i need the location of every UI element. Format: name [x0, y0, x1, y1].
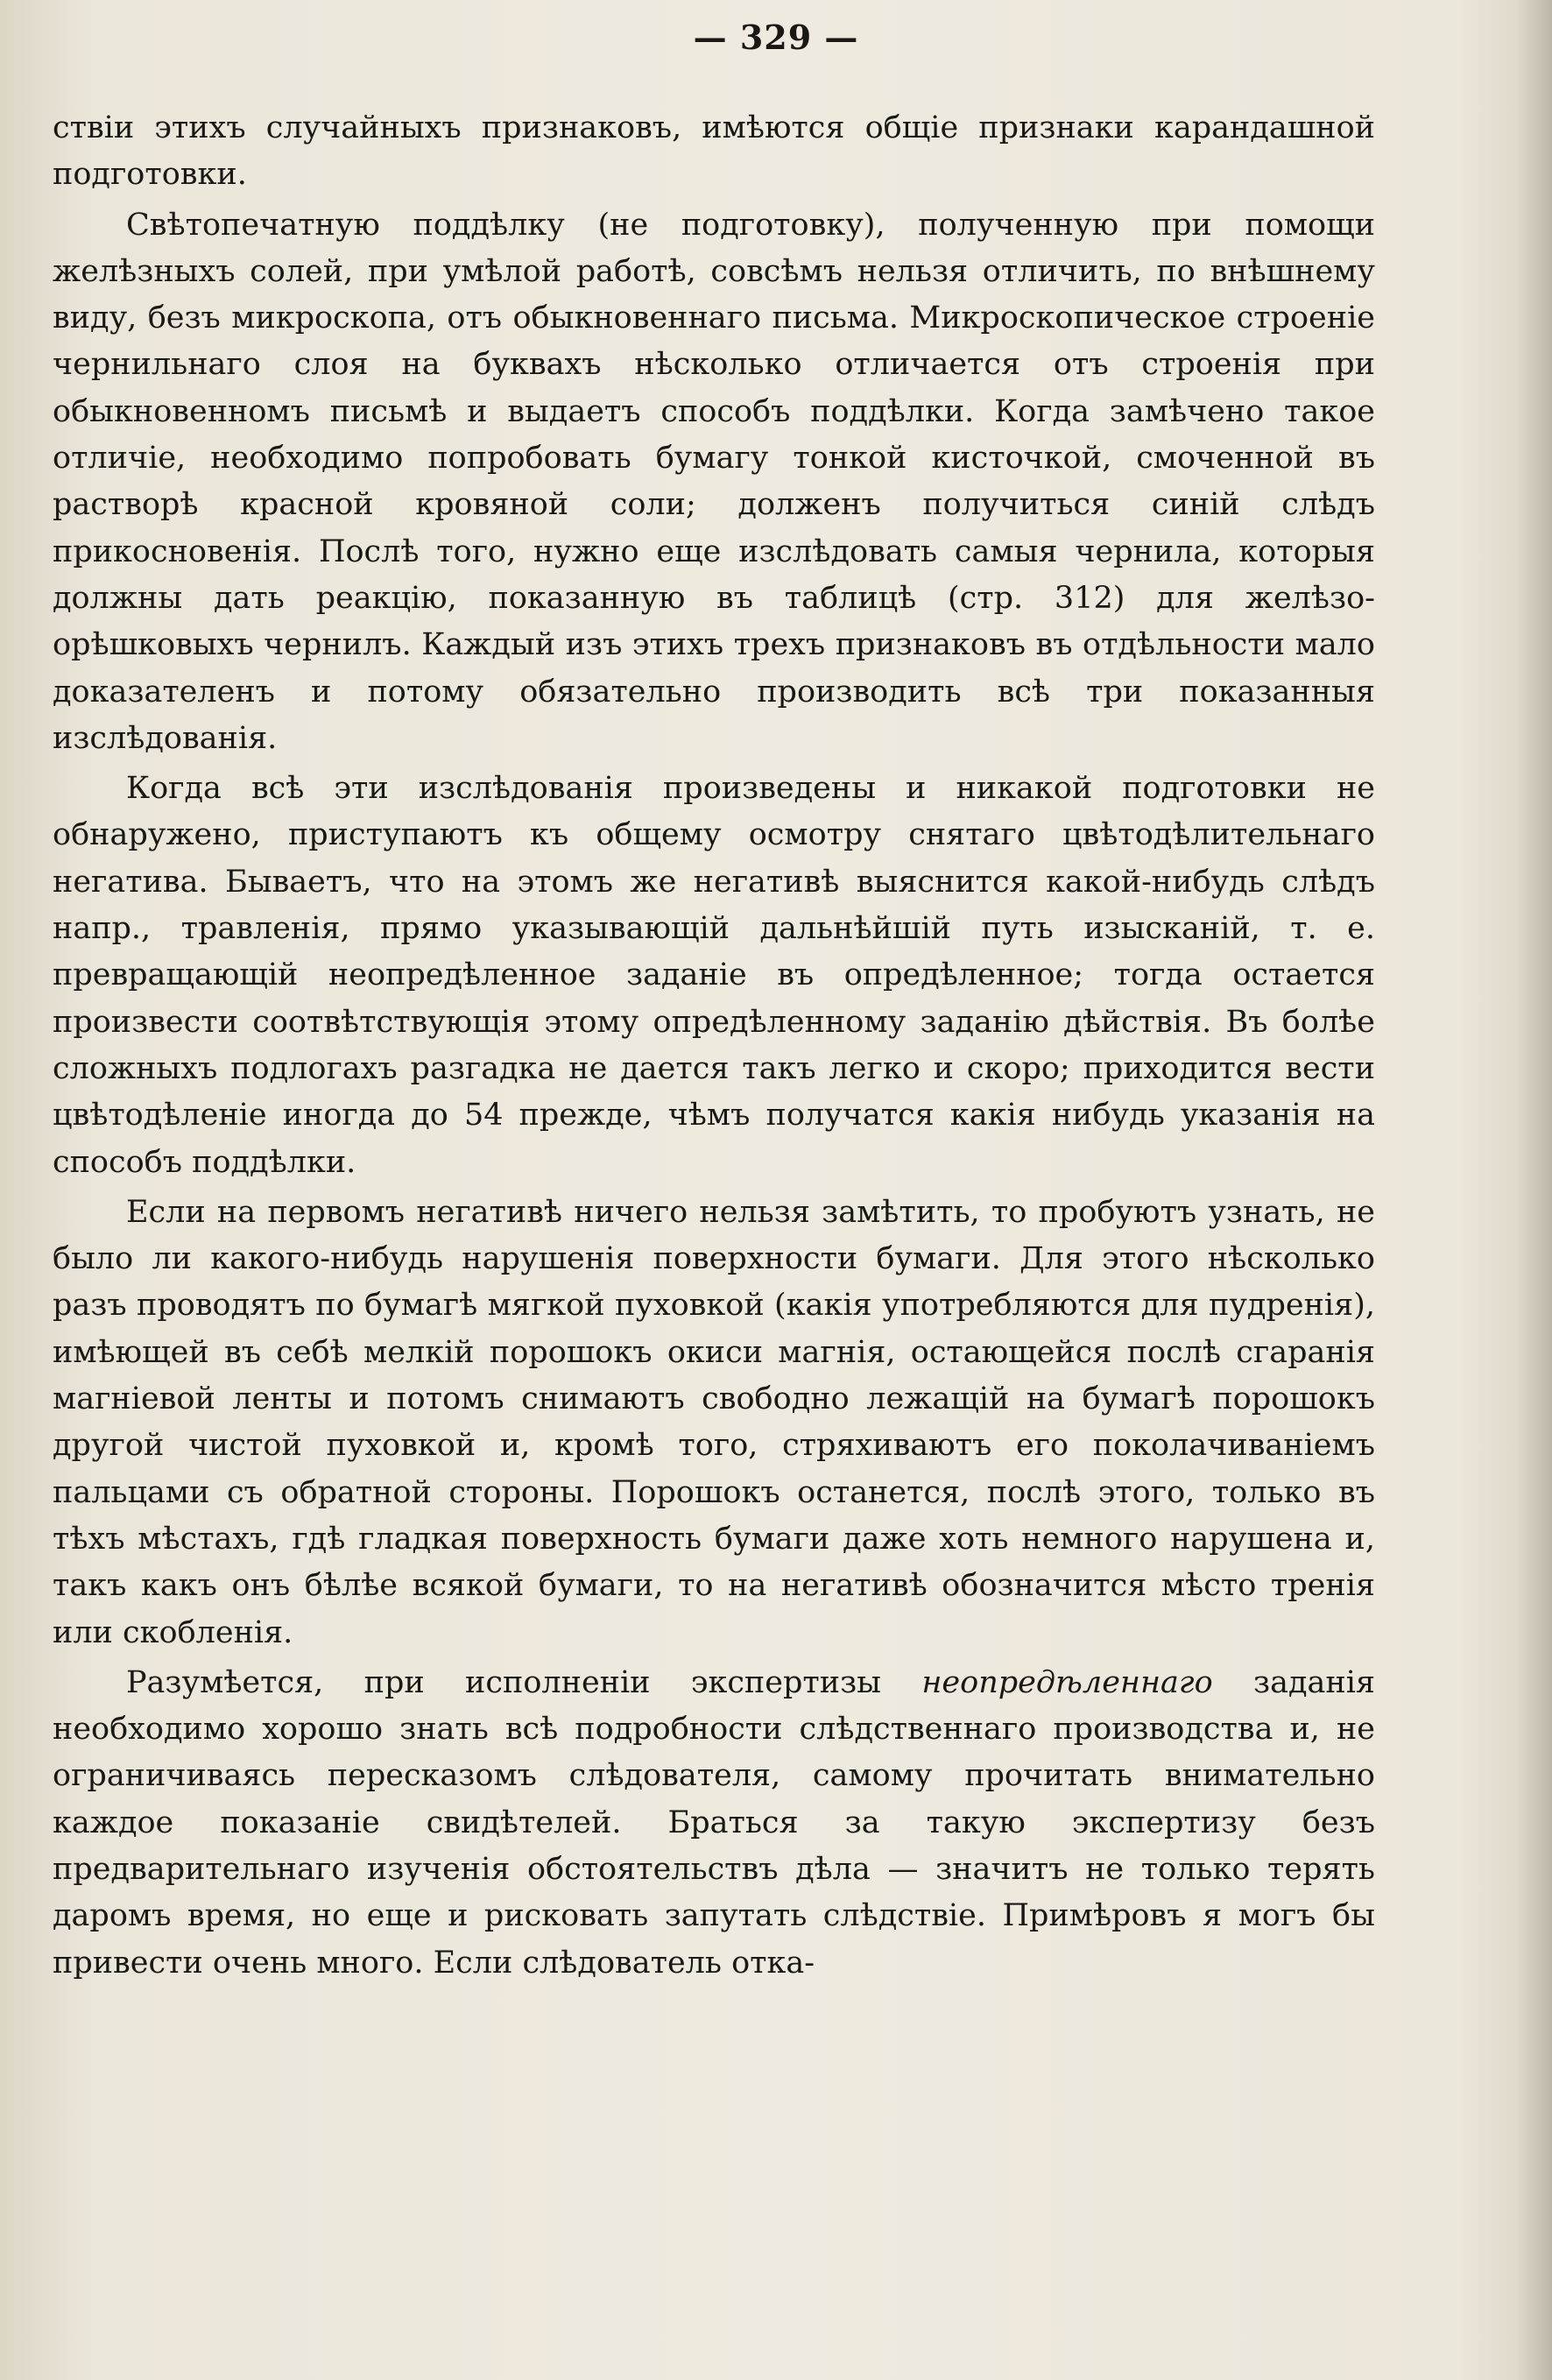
paragraph-surface-test: Если на первомъ негативѣ ничего нельзя замѣтить, то пробуютъ узнать, не было ли какого-нибудь нарушенія поверхности бумаги. Для этого нѣсколько разъ проводятъ по бумагѣ мягкой пуховкой (какія употребляются для пудренія), имѣющей въ себѣ мелкій порошокъ окиси магнія, остающейся послѣ сгаранія магніевой ленты и потомъ снимаютъ свободно лежащій на бумагѣ порошокъ другой чистой пуховкой и, кромѣ того, стряхиваютъ его поколачиваніемъ пальцами съ обратной стороны. Порошокъ останется, послѣ этого, только въ тѣхъ мѣстахъ, гдѣ гладкая поверхность бумаги даже хоть немного нарушена и, такъ какъ онъ бѣлѣе всякой бумаги, то на негативѣ обозначится мѣсто тренія или скобленія.	[53, 1194, 1375, 1650]
paragraph-continued: ствіи этихъ случайныхъ признаковъ, имѣются общіе признаки карандашной подготовки.	[53, 110, 1375, 193]
body-text	[53, 105, 1375, 1987]
expertise-text-start: Разумѣется, при исполненіи экспертизы	[126, 1664, 922, 1700]
paragraph-expertise	[53, 1660, 1375, 1987]
page-number: — 329 —	[693, 18, 859, 57]
expertise-emphasis: неопредѣленнаго	[921, 1664, 1213, 1700]
paragraph-photo-forgery: Свѣтопечатную поддѣлку (не подготовку), полученную при помощи желѣзныхъ солей, при умѣлой работѣ, совсѣмъ нельзя отличить, по внѣшнему виду, безъ микроскопа, отъ обыкновеннаго письма. Микроскопическое строеніе чернильнаго слоя на буквахъ нѣсколько отличается отъ строенія при обыкновенномъ письмѣ и выдаетъ способъ поддѣлки. Когда замѣчено такое отличіе, необходимо попробовать бумагу тонкой кисточкой, смоченной въ растворѣ красной кровяной соли; долженъ получиться синій слѣдъ прикосновенія. Послѣ того, нужно еще изслѣдовать самыя чернила, которыя должны дать реакцію, показанную въ таблицѣ (стр. 312) для желѣзо-орѣшковыхъ чернилъ. Каждый изъ этихъ трехъ признаковъ въ отдѣльности мало доказателенъ и потому обязательно производить всѣ три показанныя изслѣдованія.	[53, 207, 1375, 756]
paragraph-negative-inspection: Когда всѣ эти изслѣдованія произведены и никакой подготовки не обнаружено, приступаютъ къ общему осмотру снятаго цвѣтодѣлительнаго негатива. Бываетъ, что на этомъ же негативѣ выяснится какой-нибудь слѣдъ напр., травленія, прямо указывающій дальнѣйшій путь изысканій, т. е. превращающій неопредѣленное заданіе въ опредѣленное; тогда остается произвести соотвѣтствующія этому опредѣленному заданію дѣйствія. Въ болѣе сложныхъ подлогахъ разгадка не дается такъ легко и скоро; приходится вести цвѣтодѣленіе иногда до 54 прежде, чѣмъ получатся какія нибудь указанія на способъ поддѣлки.	[53, 771, 1375, 1180]
expertise-text-end: заданія необходимо хорошо знать всѣ подробности слѣдственнаго производства и, не ограничиваясь пересказомъ слѣдователя, самому прочитать внимательно каждое показаніе свидѣтелей. Браться за такую экспертизу безъ предварительнаго изученія обстоятельствъ дѣла — значитъ не только терять даромъ время, но еще и рисковать запутать слѣдствіе. Примѣровъ я могъ бы привести очень много. Если слѣдователь отка-	[53, 1664, 1375, 1981]
spine-shadow	[1517, 0, 1552, 2380]
